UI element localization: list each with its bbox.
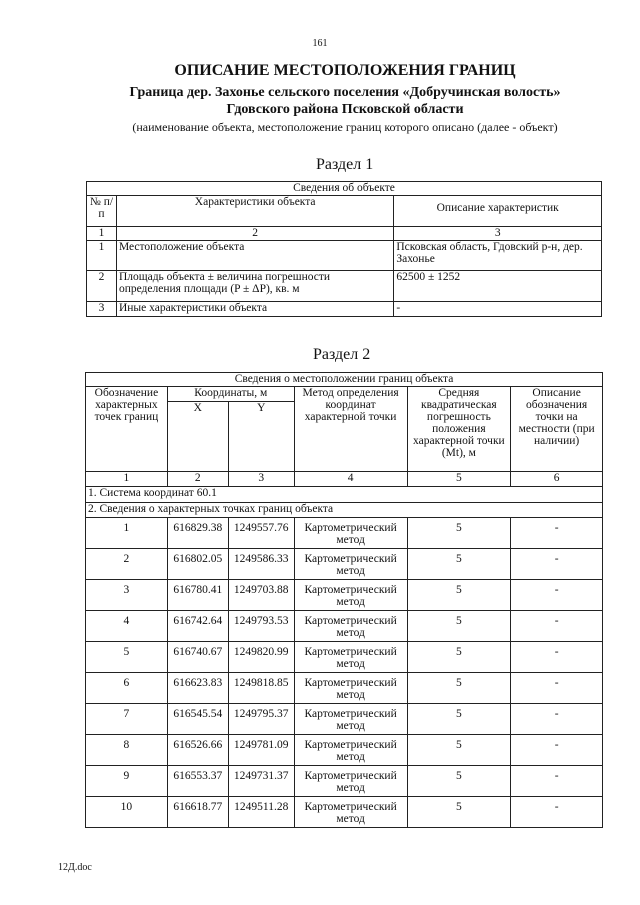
point-number: 10 bbox=[86, 797, 168, 828]
point-error: 5 bbox=[407, 735, 511, 766]
point-x: 616526.66 bbox=[167, 735, 228, 766]
col-char-header: Характеристики объекта bbox=[116, 196, 393, 227]
point-error: 5 bbox=[407, 518, 511, 549]
point-description: - bbox=[511, 797, 603, 828]
point-error: 5 bbox=[407, 642, 511, 673]
coordinate-system-row: 1. Система координат 60.1 bbox=[86, 487, 603, 503]
point-number: 2 bbox=[86, 549, 168, 580]
point-x: 616545.54 bbox=[167, 704, 228, 735]
point-x: 616780.41 bbox=[167, 580, 228, 611]
row-description: 62500 ± 1252 bbox=[394, 271, 602, 302]
point-description: - bbox=[511, 735, 603, 766]
point-x: 616623.83 bbox=[167, 673, 228, 704]
point-number: 3 bbox=[86, 580, 168, 611]
col-error-header: Средняя квадратическая погрешность положения характерной точки (Mt), м bbox=[407, 387, 511, 472]
table-title: Сведения о местоположении границ объекта bbox=[86, 373, 603, 387]
col-y-header: Y bbox=[228, 402, 294, 472]
row-num: 3 bbox=[87, 302, 117, 317]
row-description: - bbox=[394, 302, 602, 317]
point-x: 616553.37 bbox=[167, 766, 228, 797]
index-cell: 4 bbox=[294, 472, 407, 487]
col-descr-header: Описание обозначения точки на местности (при наличии) bbox=[511, 387, 603, 472]
footer-filename: 12Д.doc bbox=[58, 862, 92, 873]
point-y: 1249795.37 bbox=[228, 704, 294, 735]
index-cell: 6 bbox=[511, 472, 603, 487]
table-row bbox=[86, 704, 603, 735]
point-error: 5 bbox=[407, 766, 511, 797]
point-description: - bbox=[511, 642, 603, 673]
point-number: 6 bbox=[86, 673, 168, 704]
point-number: 1 bbox=[86, 518, 168, 549]
section1-title: Раздел 1 bbox=[316, 156, 374, 173]
point-method: Картометрический метод bbox=[294, 611, 407, 642]
col-x-header: X bbox=[167, 402, 228, 472]
point-error: 5 bbox=[407, 611, 511, 642]
col-num-header: № п/п bbox=[87, 196, 117, 227]
point-error: 5 bbox=[407, 580, 511, 611]
point-method: Картометрический метод bbox=[294, 673, 407, 704]
point-error: 5 bbox=[407, 704, 511, 735]
row-characteristic: Площадь объекта ± величина погрешности определения площади (P ± ΔP), кв. м bbox=[116, 271, 393, 302]
point-y: 1249511.28 bbox=[228, 797, 294, 828]
point-x: 616618.77 bbox=[167, 797, 228, 828]
point-method: Картометрический метод bbox=[294, 549, 407, 580]
point-description: - bbox=[511, 766, 603, 797]
point-method: Картометрический метод bbox=[294, 642, 407, 673]
point-number: 9 bbox=[86, 766, 168, 797]
point-error: 5 bbox=[407, 549, 511, 580]
table-row bbox=[86, 580, 603, 611]
table-row bbox=[86, 518, 603, 549]
row-characteristic: Местоположение объекта bbox=[116, 241, 393, 271]
point-method: Картометрический метод bbox=[294, 766, 407, 797]
point-description: - bbox=[511, 611, 603, 642]
col-method-header: Метод определения координат характерной точки bbox=[294, 387, 407, 472]
page-number: 161 bbox=[312, 38, 328, 49]
point-y: 1249781.09 bbox=[228, 735, 294, 766]
point-number: 8 bbox=[86, 735, 168, 766]
object-note: (наименование объекта, местоположение границ которого описано (далее - объект) bbox=[132, 120, 558, 134]
table-row bbox=[86, 673, 603, 704]
row-description: Псковская область, Гдовский р-н, дер. Захонье bbox=[394, 241, 602, 271]
row-num: 2 bbox=[87, 271, 117, 302]
point-y: 1249703.88 bbox=[228, 580, 294, 611]
index-cell: 2 bbox=[167, 472, 228, 487]
index-cell: 1 bbox=[86, 472, 168, 487]
section2-title: Раздел 2 bbox=[313, 346, 371, 363]
index-cell: 5 bbox=[407, 472, 511, 487]
table-row bbox=[86, 611, 603, 642]
point-method: Картометрический метод bbox=[294, 580, 407, 611]
row-characteristic: Иные характеристики объекта bbox=[116, 302, 393, 317]
col-designation-header: Обозначение характерных точек границ bbox=[86, 387, 168, 472]
table-row bbox=[86, 642, 603, 673]
point-number: 5 bbox=[86, 642, 168, 673]
point-method: Картометрический метод bbox=[294, 735, 407, 766]
point-y: 1249820.99 bbox=[228, 642, 294, 673]
table-row bbox=[86, 549, 603, 580]
point-y: 1249731.37 bbox=[228, 766, 294, 797]
point-number: 4 bbox=[86, 611, 168, 642]
point-method: Картометрический метод bbox=[294, 797, 407, 828]
object-info-table bbox=[86, 181, 602, 317]
index-cell: 3 bbox=[394, 227, 602, 241]
point-y: 1249586.33 bbox=[228, 549, 294, 580]
points-section-row: 2. Сведения о характерных точках границ объекта bbox=[86, 503, 603, 518]
index-cell: 1 bbox=[87, 227, 117, 241]
point-description: - bbox=[511, 518, 603, 549]
table-row bbox=[87, 271, 602, 302]
point-number: 7 bbox=[86, 704, 168, 735]
point-method: Картометрический метод bbox=[294, 704, 407, 735]
point-y: 1249818.85 bbox=[228, 673, 294, 704]
object-name-line2: Гдовского района Псковской области bbox=[226, 102, 464, 117]
point-x: 616742.64 bbox=[167, 611, 228, 642]
point-y: 1249557.76 bbox=[228, 518, 294, 549]
col-coords-header: Координаты, м bbox=[167, 387, 294, 402]
boundary-points-table bbox=[85, 372, 603, 828]
document-title: ОПИСАНИЕ МЕСТОПОЛОЖЕНИЯ ГРАНИЦ bbox=[174, 62, 516, 79]
index-cell: 2 bbox=[116, 227, 393, 241]
table-title: Сведения об объекте bbox=[87, 182, 602, 196]
table-row bbox=[86, 797, 603, 828]
point-description: - bbox=[511, 549, 603, 580]
table-row bbox=[86, 766, 603, 797]
point-x: 616740.67 bbox=[167, 642, 228, 673]
object-name-line1: Граница дер. Захонье сельского поселения «Добручинская волость» bbox=[129, 85, 561, 100]
row-num: 1 bbox=[87, 241, 117, 271]
table-row bbox=[86, 735, 603, 766]
point-error: 5 bbox=[407, 797, 511, 828]
point-x: 616802.05 bbox=[167, 549, 228, 580]
col-desc-header: Описание характеристик bbox=[394, 196, 602, 227]
point-error: 5 bbox=[407, 673, 511, 704]
point-x: 616829.38 bbox=[167, 518, 228, 549]
point-method: Картометрический метод bbox=[294, 518, 407, 549]
table-row bbox=[87, 302, 602, 317]
point-description: - bbox=[511, 704, 603, 735]
point-y: 1249793.53 bbox=[228, 611, 294, 642]
point-description: - bbox=[511, 673, 603, 704]
index-cell: 3 bbox=[228, 472, 294, 487]
table-row bbox=[87, 241, 602, 271]
point-description: - bbox=[511, 580, 603, 611]
